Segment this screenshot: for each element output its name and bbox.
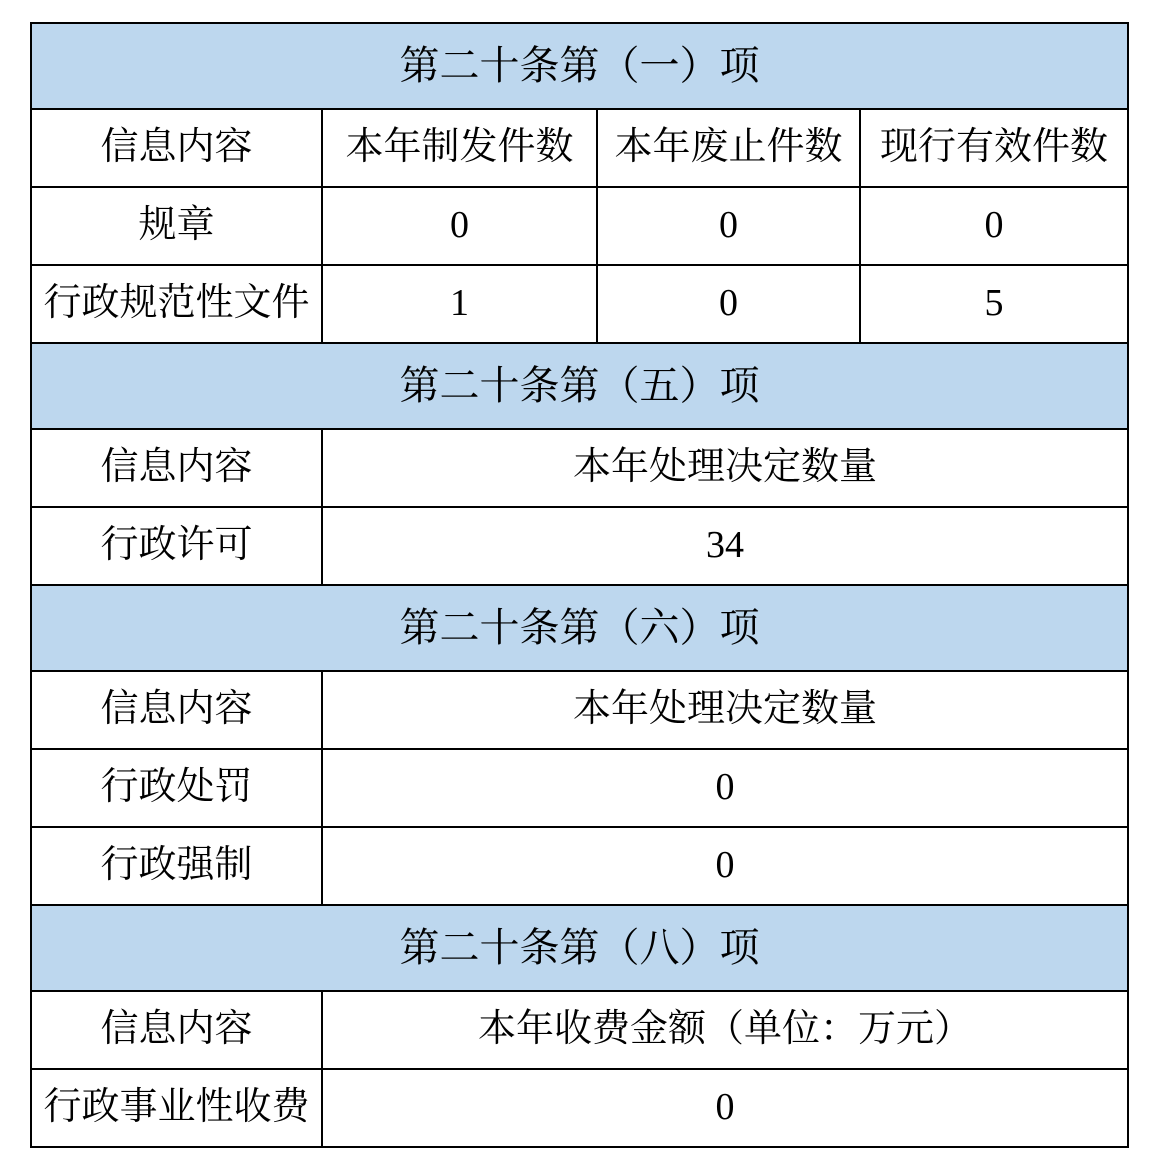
row-label-administrative-penalty: 行政处罚 xyxy=(31,749,322,827)
cell-penalty-decisions: 0 xyxy=(322,749,1128,827)
column-header-row-20-5 xyxy=(31,429,1128,507)
cell-licensing-decisions: 34 xyxy=(322,507,1128,585)
cell-normative-repealed: 0 xyxy=(597,265,860,343)
table-section-20-5 xyxy=(31,343,1128,429)
table-row-administrative-licensing xyxy=(31,507,1128,585)
cell-rules-issued: 0 xyxy=(322,187,597,265)
table-row-administrative-penalty xyxy=(31,749,1128,827)
col-header-info-content: 信息内容 xyxy=(31,429,322,507)
col-header-decisions-this-year: 本年处理决定数量 xyxy=(322,671,1128,749)
col-header-issued-this-year: 本年制发件数 xyxy=(322,109,597,187)
cell-rules-effective: 0 xyxy=(860,187,1128,265)
row-label-administrative-compulsion: 行政强制 xyxy=(31,827,322,905)
row-label-normative-documents: 行政规范性文件 xyxy=(31,265,322,343)
col-header-info-content: 信息内容 xyxy=(31,671,322,749)
col-header-currently-effective: 现行有效件数 xyxy=(860,109,1128,187)
section-header-20-5: 第二十条第（五）项 xyxy=(31,343,1128,429)
table-row-administrative-fees xyxy=(31,1069,1128,1147)
table-section-20-8 xyxy=(31,905,1128,991)
table-section-20-6 xyxy=(31,585,1128,671)
section-header-20-1: 第二十条第（一）项 xyxy=(31,23,1128,109)
table-row-administrative-compulsion xyxy=(31,827,1128,905)
col-header-info-content: 信息内容 xyxy=(31,991,322,1069)
column-header-row-20-1 xyxy=(31,109,1128,187)
col-header-decisions-this-year: 本年处理决定数量 xyxy=(322,429,1128,507)
col-header-info-content: 信息内容 xyxy=(31,109,322,187)
table-section-20-1 xyxy=(31,23,1128,109)
table-row-rules xyxy=(31,187,1128,265)
col-header-repealed-this-year: 本年废止件数 xyxy=(597,109,860,187)
cell-normative-effective: 5 xyxy=(860,265,1128,343)
section-header-20-6: 第二十条第（六）项 xyxy=(31,585,1128,671)
col-header-fees-this-year: 本年收费金额（单位：万元） xyxy=(322,991,1128,1069)
cell-compulsion-decisions: 0 xyxy=(322,827,1128,905)
row-label-administrative-licensing: 行政许可 xyxy=(31,507,322,585)
row-label-rules: 规章 xyxy=(31,187,322,265)
column-header-row-20-6 xyxy=(31,671,1128,749)
disclosure-table xyxy=(30,22,1129,1148)
section-header-20-8: 第二十条第（八）项 xyxy=(31,905,1128,991)
cell-fees-amount: 0 xyxy=(322,1069,1128,1147)
cell-normative-issued: 1 xyxy=(322,265,597,343)
table-row-normative-documents xyxy=(31,265,1128,343)
row-label-administrative-fees: 行政事业性收费 xyxy=(31,1069,322,1147)
cell-rules-repealed: 0 xyxy=(597,187,860,265)
column-header-row-20-8 xyxy=(31,991,1128,1069)
